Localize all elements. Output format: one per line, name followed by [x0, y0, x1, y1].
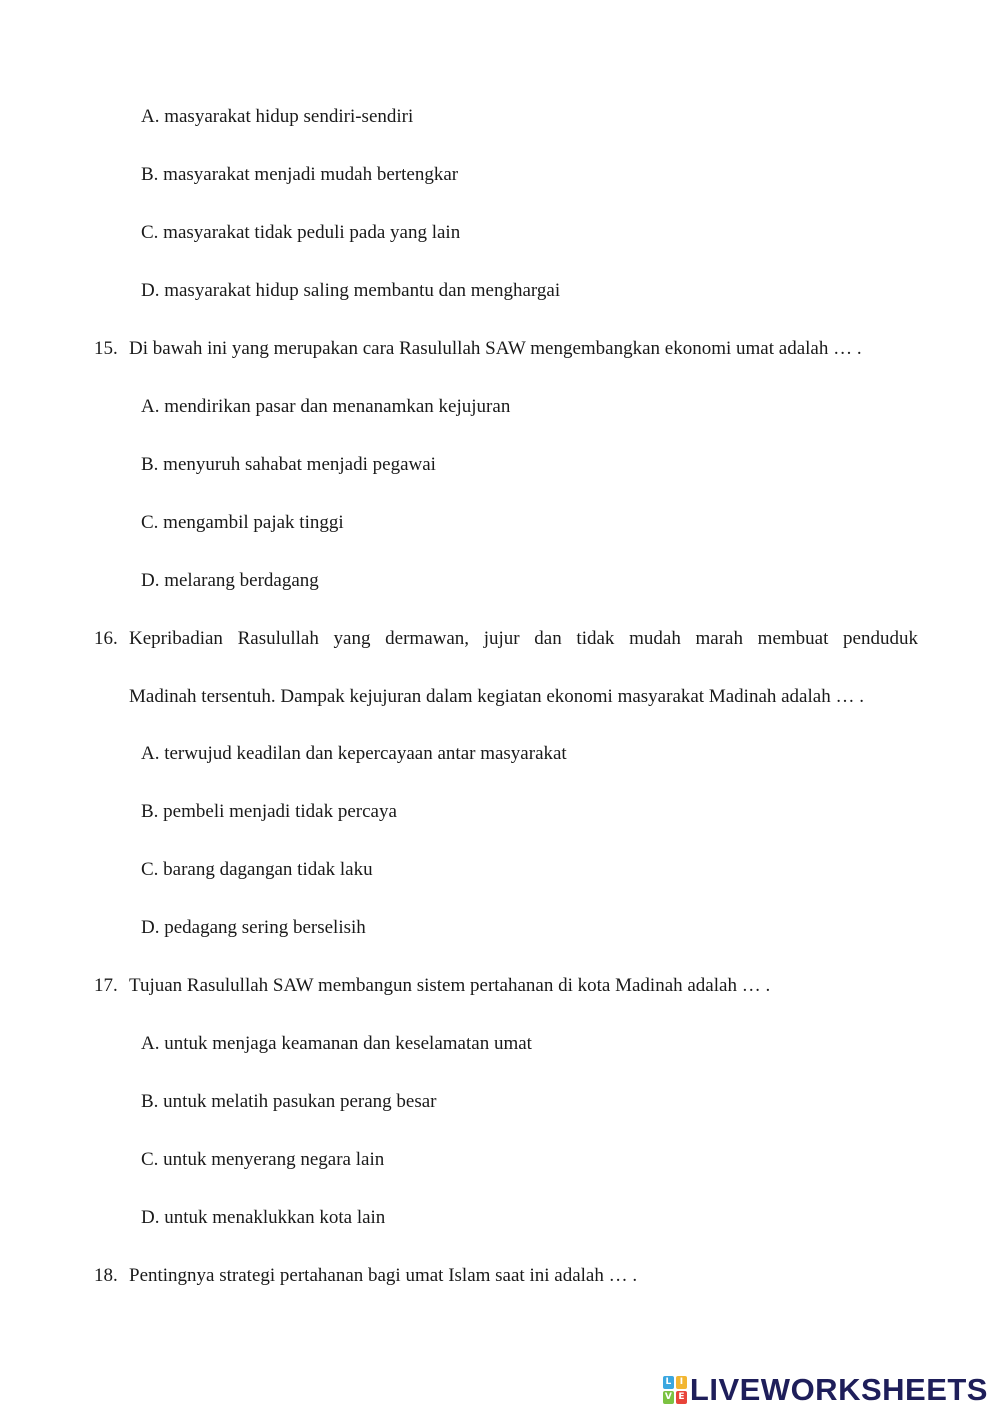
q15-number: 15.	[94, 338, 118, 359]
q17-text: Tujuan Rasulullah SAW membangun sistem pertahanan di kota Madinah adalah … .	[129, 975, 771, 996]
q16-option-d: D. pedagang sering berselisih	[141, 917, 366, 938]
q16-number: 16.	[94, 628, 118, 649]
q18-number: 18.	[94, 1265, 118, 1286]
q15-option-d: D. melarang berdagang	[141, 570, 319, 591]
q15-option-c: C. mengambil pajak tinggi	[141, 512, 344, 533]
q16-text-line1: Kepribadian Rasulullah yang dermawan, jujur dan tidak mudah marah membuat penduduk	[129, 628, 918, 649]
liveworksheets-icon	[663, 1376, 687, 1404]
logo-tile-i: I	[676, 1376, 687, 1389]
q15-option-b: B. menyuruh sahabat menjadi pegawai	[141, 454, 436, 475]
q14-option-d: D. masyarakat hidup saling membantu dan menghargai	[141, 280, 561, 301]
logo-tile-l: L	[663, 1376, 674, 1389]
q17-option-d: D. untuk menaklukkan kota lain	[141, 1207, 386, 1228]
q15-text: Di bawah ini yang merupakan cara Rasulullah SAW mengembangkan ekonomi umat adalah … .	[129, 338, 862, 359]
q18-text: Pentingnya strategi pertahanan bagi umat Islam saat ini adalah … .	[129, 1265, 638, 1286]
q15-option-a: A. mendirikan pasar dan menanamkan kejujuran	[141, 396, 511, 417]
logo-tile-v: V	[663, 1391, 674, 1404]
q14-option-c: C. masyarakat tidak peduli pada yang lain	[141, 222, 461, 243]
logo-tile-e: E	[676, 1391, 687, 1404]
q17-number: 17.	[94, 975, 118, 996]
q17-option-a: A. untuk menjaga keamanan dan keselamatan umat	[141, 1033, 532, 1054]
liveworksheets-wordmark: LIVEWORKSHEETS	[689, 1372, 988, 1407]
q16-text-line2: Madinah tersentuh. Dampak kejujuran dalam kegiatan ekonomi masyarakat Madinah adalah … .	[129, 686, 864, 707]
q14-option-a: A. masyarakat hidup sendiri-sendiri	[141, 106, 414, 127]
q16-option-a: A. terwujud keadilan dan kepercayaan antar masyarakat	[141, 743, 567, 764]
q16-option-c: C. barang dagangan tidak laku	[141, 859, 373, 880]
q14-option-b: B. masyarakat menjadi mudah bertengkar	[141, 164, 459, 185]
q17-option-b: B. untuk melatih pasukan perang besar	[141, 1091, 437, 1112]
q16-option-b: B. pembeli menjadi tidak percaya	[141, 801, 397, 822]
q17-option-c: C. untuk menyerang negara lain	[141, 1149, 385, 1170]
liveworksheets-logo	[663, 1373, 988, 1407]
